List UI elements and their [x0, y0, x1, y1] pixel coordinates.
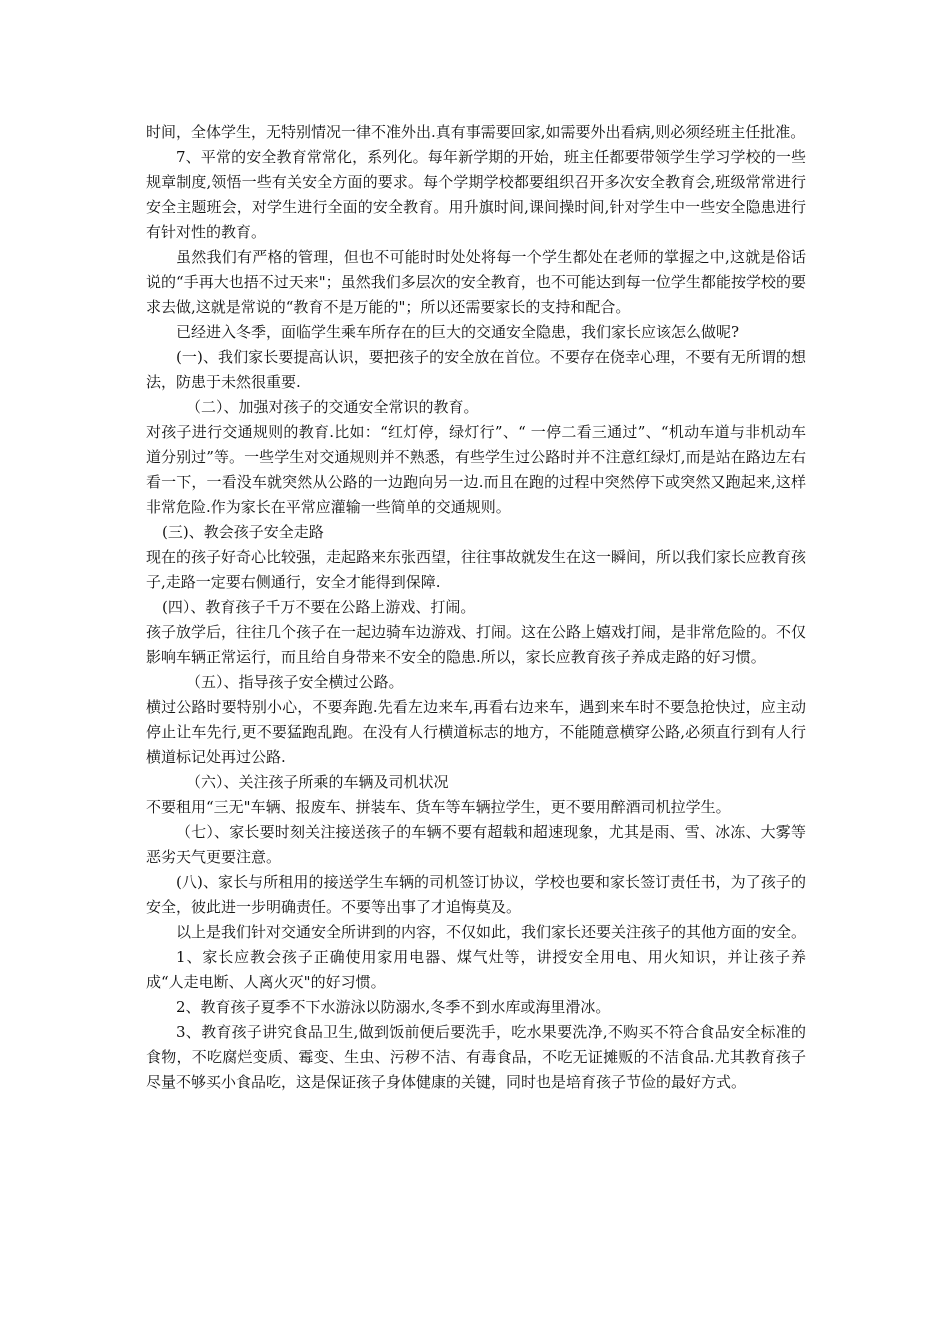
paragraph: (一)、我们家长要提高认识，要把孩子的安全放在首位。不要存在侥幸心理，不要有无所谓的想法，防患于未然很重要. [146, 348, 806, 391]
section-heading: (四）、教育孩子千万不要在公路上游戏、打闹。 [162, 598, 476, 616]
paragraph: 横过公路时要特别小心，不要奔跑.先看左边来车,再看右边来车，遇到来车时不要急抢快过，应主动停止让车先行,更不要猛跑乱跑。在没有人行横道标志的地方，不能随意横穿公路,必须直行到有人行横道标记处再过公路. [146, 698, 806, 766]
paragraph: 时间，全体学生，无特别情况一律不准外出.真有事需要回家,如需要外出看病,则必须经班主任批准。 [146, 123, 806, 141]
paragraph: 已经进入冬季，面临学生乘车所存在的巨大的交通安全隐患，我们家长应该怎么做呢? [176, 323, 740, 341]
document-body [146, 120, 806, 1095]
section-heading: （二）、加强对孩子的交通安全常识的教育。 [186, 398, 479, 416]
paragraph: 2、教育孩子夏季不下水游泳以防溺水,冬季不到水库或海里滑冰。 [176, 998, 611, 1016]
section-heading: (三)、教会孩子安全走路 [162, 523, 324, 541]
paragraph: 3、教育孩子讲究食品卫生,做到饭前便后要洗手，吃水果要洗净,不购买不符合食品安全标准的食物，不吃腐烂变质、霉变、生虫、污秽不洁、有毒食品，不吃无证摊贩的不洁食品.尤其教育孩子尽量不够买小食品吃，这是保证孩子身体健康的关键，同时也是培育孩子节俭的最好方式。 [146, 1023, 806, 1091]
section-heading: （五）、指导孩子安全横过公路。 [186, 673, 404, 691]
paragraph: 不要租用“三无"车辆、报废车、拼装车、货车等车辆拉学生，更不要用醉酒司机拉学生。 [146, 798, 731, 816]
paragraph: 1、家长应教会孩子正确使用家用电器、煤气灶等，讲授安全用电、用火知识，并让孩子养成“人走电断、人离火灭"的好习惯。 [146, 948, 806, 991]
paragraph: 现在的孩子好奇心比较强，走起路来东张西望，往往事故就发生在这一瞬间，所以我们家长应教育孩子,走路一定要右侧通行，安全才能得到保障. [146, 548, 807, 591]
paragraph: 孩子放学后，往往几个孩子在一起边骑车边游戏、打闹。这在公路上嬉戏打闹，是非常危险的。不仅影响车辆正常运行，而且给自身带来不安全的隐患.所以，家长应教育孩子养成走路的好习惯。 [146, 623, 807, 666]
paragraph: 以上是我们针对交通安全所讲到的内容，不仅如此，我们家长还要关注孩子的其他方面的安全。 [176, 923, 807, 941]
paragraph: 虽然我们有严格的管理，但也不可能时时处处将每一个学生都处在老师的掌握之中,这就是俗话说的“手再大也捂不过天来"；虽然我们多层次的安全教育，也不可能达到每一位学生都能按学校的要求去做,这就是常说的“教育不是万能的"；所以还需要家长的支持和配合。 [146, 248, 806, 316]
paragraph: 对孩子进行交通规则的教育.比如：“红灯停，绿灯行”、“ 一停二看三通过”、“机动车道与非机动车道分别过”等。一些学生对交通规则并不熟悉，有些学生过公路时并不注意红绿灯,而是站在路边左右看一下，一看没车就突然从公路的一边跑向另一边.而且在跑的过程中突然停下或突然又跑起来,这样非常危险.作为家长在平常应灌输一些简单的交通规则。 [146, 423, 806, 516]
paragraph: (八)、家长与所租用的接送学生车辆的司机签订协议，学校也要和家长签订责任书，为了孩子的安全，彼此进一步明确责任。不要等出事了才追悔莫及。 [146, 873, 806, 916]
paragraph: （七）、家长要时刻关注接送孩子的车辆不要有超载和超速现象，尤其是雨、雪、冰冻、大雾等恶劣天气更要注意。 [146, 823, 806, 866]
paragraph: 7、平常的安全教育常常化，系列化。每年新学期的开始，班主任都要带领学生学习学校的一些规章制度,领悟一些有关安全方面的要求。每个学期学校都要组织召开多次安全教育会,班级常常进行安全主题班会，对学生进行全面的安全教育。用升旗时间,课间操时间,针对学生中一些安全隐患进行有针对性的教育。 [146, 148, 806, 241]
section-heading: （六）、关注孩子所乘的车辆及司机状况 [186, 773, 449, 791]
